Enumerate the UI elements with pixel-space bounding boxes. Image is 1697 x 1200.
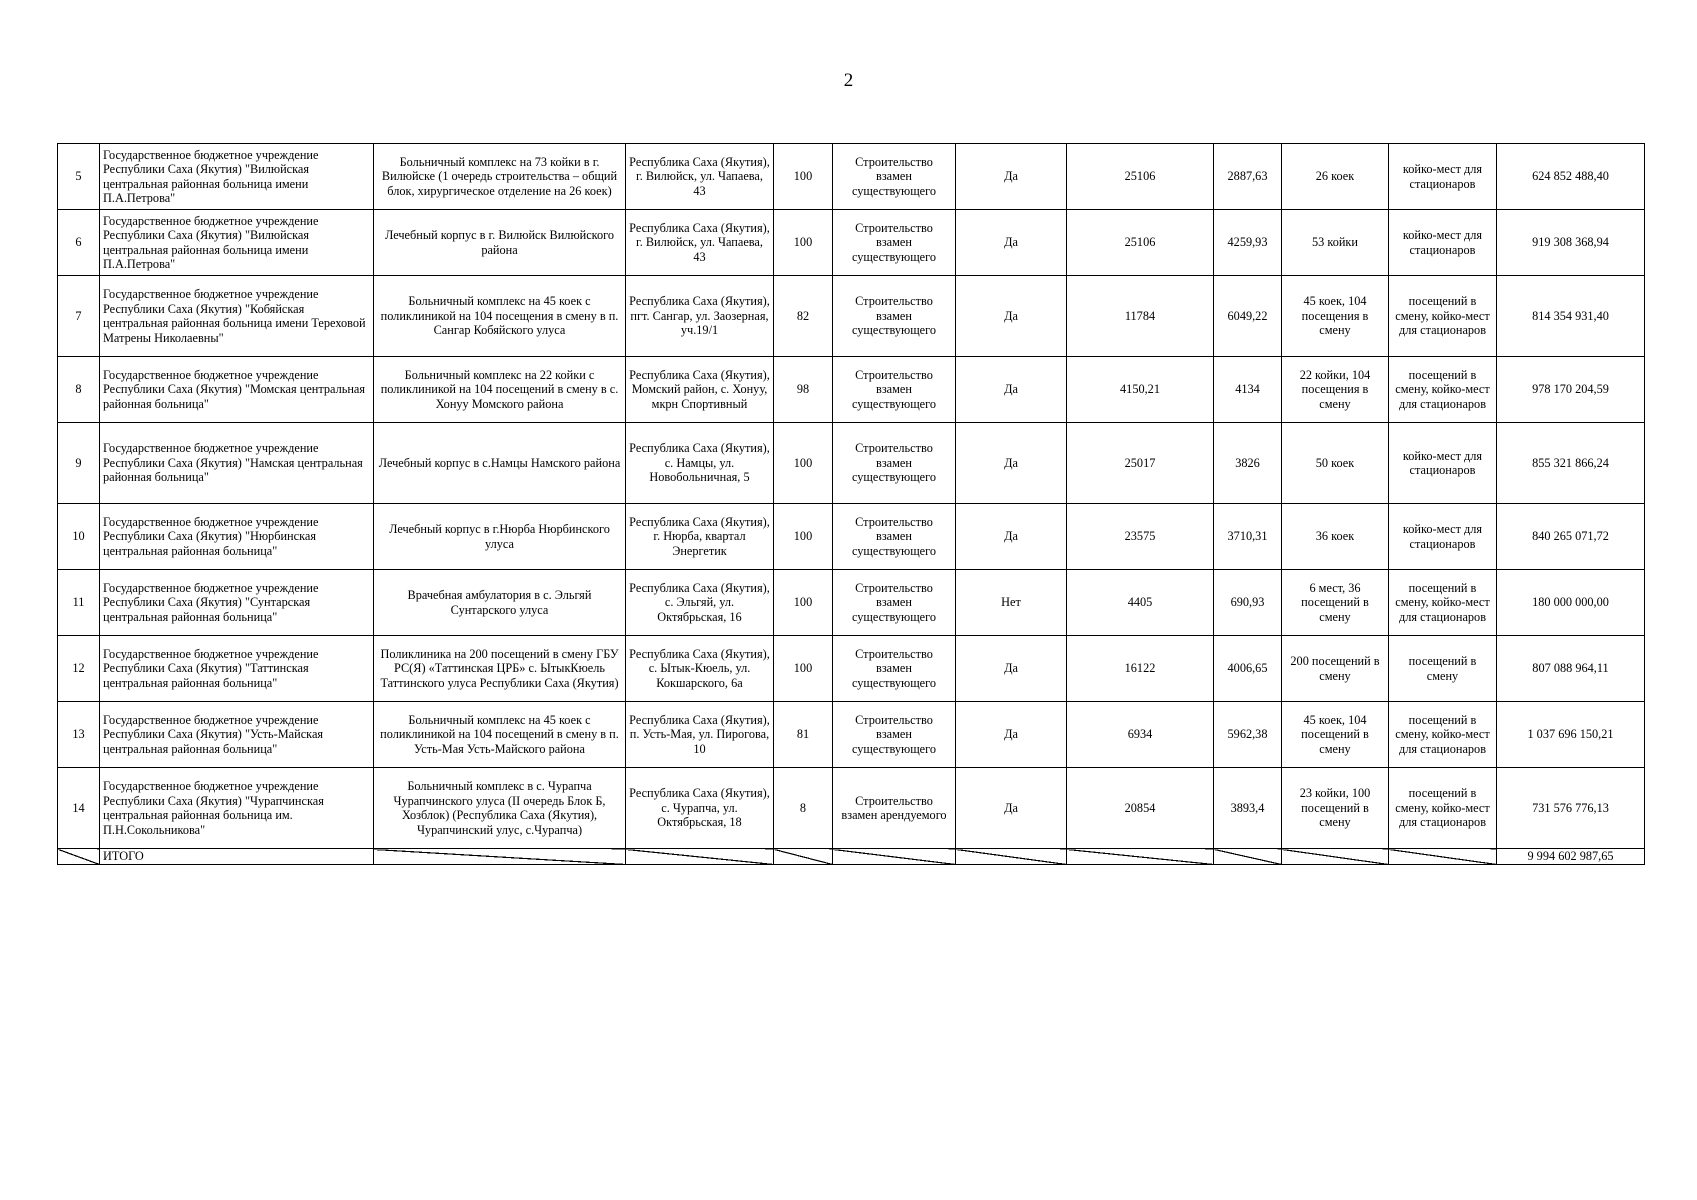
total-row: [58, 849, 1645, 865]
total-empty-cell: [626, 849, 774, 865]
cost-cell: 814 354 931,40: [1497, 276, 1645, 357]
object-name: Лечебный корпус в г. Вилюйск Вилюйского района: [374, 210, 626, 276]
object-name: Лечебный корпус в г.Нюрба Нюрбинского улуса: [374, 504, 626, 570]
facilities-table: [57, 143, 1645, 865]
area-cell: 6049,22: [1214, 276, 1282, 357]
table-row: [58, 504, 1645, 570]
cost-cell: 624 852 488,40: [1497, 144, 1645, 210]
object-address: Республика Саха (Якутия), с. Намцы, ул. Новобольничная, 5: [626, 423, 774, 504]
row-number: 8: [58, 357, 100, 423]
value-cell: 25017: [1067, 423, 1214, 504]
area-cell: 3710,31: [1214, 504, 1282, 570]
object-address: Республика Саха (Якутия), г. Вилюйск, ул. Чапаева, 43: [626, 144, 774, 210]
object-name: Больничный комплекс на 45 коек с поликлиникой на 104 посещений в смену в п. Усть-Мая Усть-Майского района: [374, 702, 626, 768]
capacity-cell: 23 койки, 100 посещений в смену: [1282, 768, 1389, 849]
cost-cell: 1 037 696 150,21: [1497, 702, 1645, 768]
value-cell: 4405: [1067, 570, 1214, 636]
total-empty-cell: [774, 849, 833, 865]
institution-name: Государственное бюджетное учреждение Республики Саха (Якутия) "Вилюйская центральная районная больница имени П.А.Петрова": [100, 210, 374, 276]
cost-cell: 978 170 204,59: [1497, 357, 1645, 423]
flag-yes-no: Да: [956, 210, 1067, 276]
institution-name: Государственное бюджетное учреждение Республики Саха (Якутия) "Момская центральная районная больница": [100, 357, 374, 423]
area-cell: 2887,63: [1214, 144, 1282, 210]
capacity-cell: 45 коек, 104 посещения в смену: [1282, 276, 1389, 357]
value-cell: 6934: [1067, 702, 1214, 768]
capacity-cell: 26 коек: [1282, 144, 1389, 210]
capacity-cell: 22 койки, 104 посещения в смену: [1282, 357, 1389, 423]
capacity-unit: посещений в смену: [1389, 636, 1497, 702]
capacity-unit: койко-мест для стационаров: [1389, 423, 1497, 504]
area-cell: 3826: [1214, 423, 1282, 504]
flag-yes-no: Да: [956, 357, 1067, 423]
capacity-cell: 6 мест, 36 посещений в смену: [1282, 570, 1389, 636]
row-number: 11: [58, 570, 100, 636]
object-address: Республика Саха (Якутия), с. Ытык-Кюель, ул. Кокшарского, 6а: [626, 636, 774, 702]
table-row: [58, 144, 1645, 210]
work-type: Строительство взамен существующего: [833, 636, 956, 702]
value-cell: 25106: [1067, 210, 1214, 276]
object-name: Больничный комплекс на 73 койки в г. Вилюйске (1 очередь строительства – общий блок, хирургическое отделение на 26 коек): [374, 144, 626, 210]
total-empty-cell: [1389, 849, 1497, 865]
work-type: Строительство взамен существующего: [833, 570, 956, 636]
capacity-unit: посещений в смену, койко-мест для стационаров: [1389, 768, 1497, 849]
capacity-cell: 53 койки: [1282, 210, 1389, 276]
readiness-percent: 100: [774, 144, 833, 210]
capacity-unit: койко-мест для стационаров: [1389, 210, 1497, 276]
row-number: 13: [58, 702, 100, 768]
capacity-unit: посещений в смену, койко-мест для стационаров: [1389, 702, 1497, 768]
area-cell: 5962,38: [1214, 702, 1282, 768]
table-row: [58, 210, 1645, 276]
total-label: ИТОГО: [100, 849, 374, 865]
institution-name: Государственное бюджетное учреждение Республики Саха (Якутия) "Вилюйская центральная районная больница имени П.А.Петрова": [100, 144, 374, 210]
institution-name: Государственное бюджетное учреждение Республики Саха (Якутия) "Нюрбинская центральная районная больница": [100, 504, 374, 570]
value-cell: 20854: [1067, 768, 1214, 849]
value-cell: 4150,21: [1067, 357, 1214, 423]
flag-yes-no: Да: [956, 423, 1067, 504]
capacity-unit: койко-мест для стационаров: [1389, 504, 1497, 570]
flag-yes-no: Да: [956, 768, 1067, 849]
flag-yes-no: Да: [956, 702, 1067, 768]
work-type: Строительство взамен существующего: [833, 276, 956, 357]
work-type: Строительство взамен существующего: [833, 144, 956, 210]
institution-name: Государственное бюджетное учреждение Республики Саха (Якутия) "Таттинская центральная районная больница": [100, 636, 374, 702]
object-name: Больничный комплекс на 45 коек с поликлиникой на 104 посещения в смену в п. Сангар Кобяйского улуса: [374, 276, 626, 357]
work-type: Строительство взамен существующего: [833, 504, 956, 570]
row-number: 10: [58, 504, 100, 570]
capacity-cell: 36 коек: [1282, 504, 1389, 570]
area-cell: 4259,93: [1214, 210, 1282, 276]
area-cell: 4006,65: [1214, 636, 1282, 702]
work-type: Строительство взамен существующего: [833, 702, 956, 768]
flag-yes-no: Да: [956, 504, 1067, 570]
capacity-unit: койко-мест для стационаров: [1389, 144, 1497, 210]
capacity-cell: 200 посещений в смену: [1282, 636, 1389, 702]
row-number: 6: [58, 210, 100, 276]
cost-cell: 807 088 964,11: [1497, 636, 1645, 702]
object-name: Больничный комплекс в с. Чурапча Чурапчинского улуса (II очередь Блок Б, Хозблок) (Республика Саха (Якутия), Чурапчинский улус, с.Чурапча): [374, 768, 626, 849]
object-address: Республика Саха (Якутия), с. Чурапча, ул. Октябрьская, 18: [626, 768, 774, 849]
table-row: [58, 768, 1645, 849]
table-row: [58, 570, 1645, 636]
total-empty-cell: [1067, 849, 1214, 865]
readiness-percent: 100: [774, 636, 833, 702]
page-number: 2: [843, 70, 854, 91]
institution-name: Государственное бюджетное учреждение Республики Саха (Якутия) "Намская центральная районная больница": [100, 423, 374, 504]
row-number: 5: [58, 144, 100, 210]
work-type: Строительство взамен существующего: [833, 357, 956, 423]
area-cell: 3893,4: [1214, 768, 1282, 849]
flag-yes-no: Нет: [956, 570, 1067, 636]
readiness-percent: 100: [774, 423, 833, 504]
total-empty-cell: [58, 849, 100, 865]
work-type: Строительство взамен существующего: [833, 423, 956, 504]
row-number: 14: [58, 768, 100, 849]
object-address: Республика Саха (Якутия), с. Эльгяй, ул. Октябрьская, 16: [626, 570, 774, 636]
cost-cell: 919 308 368,94: [1497, 210, 1645, 276]
capacity-cell: 50 коек: [1282, 423, 1389, 504]
readiness-percent: 100: [774, 210, 833, 276]
institution-name: Государственное бюджетное учреждение Республики Саха (Якутия) "Кобяйская центральная районная больница имени Тереховой Матрены Николаевны": [100, 276, 374, 357]
institution-name: Государственное бюджетное учреждение Республики Саха (Якутия) "Усть-Майская центральная районная больница": [100, 702, 374, 768]
object-address: Республика Саха (Якутия), пгт. Сангар, ул. Заозерная, уч.19/1: [626, 276, 774, 357]
table-row: [58, 636, 1645, 702]
readiness-percent: 81: [774, 702, 833, 768]
area-cell: 690,93: [1214, 570, 1282, 636]
flag-yes-no: Да: [956, 276, 1067, 357]
table-row: [58, 357, 1645, 423]
value-cell: 23575: [1067, 504, 1214, 570]
table-row: [58, 423, 1645, 504]
capacity-cell: 45 коек, 104 посещений в смену: [1282, 702, 1389, 768]
flag-yes-no: Да: [956, 636, 1067, 702]
readiness-percent: 100: [774, 570, 833, 636]
total-empty-cell: [1214, 849, 1282, 865]
institution-name: Государственное бюджетное учреждение Республики Саха (Якутия) "Чурапчинская центральная районная больница им. П.Н.Сокольникова": [100, 768, 374, 849]
readiness-percent: 8: [774, 768, 833, 849]
flag-yes-no: Да: [956, 144, 1067, 210]
row-number: 9: [58, 423, 100, 504]
capacity-unit: посещений в смену, койко-мест для стационаров: [1389, 276, 1497, 357]
table-row: [58, 702, 1645, 768]
cost-cell: 731 576 776,13: [1497, 768, 1645, 849]
object-name: Больничный комплекс на 22 койки с поликлиникой на 104 посещений в смену в с. Хонуу Момского района: [374, 357, 626, 423]
capacity-unit: посещений в смену, койко-мест для стационаров: [1389, 357, 1497, 423]
readiness-percent: 98: [774, 357, 833, 423]
readiness-percent: 100: [774, 504, 833, 570]
object-name: Поликлиника на 200 посещений в смену ГБУ РС(Я) «Таттинская ЦРБ» с. ЫтыкКюель Таттинского улуса Республики Саха (Якутия): [374, 636, 626, 702]
value-cell: 25106: [1067, 144, 1214, 210]
value-cell: 11784: [1067, 276, 1214, 357]
total-empty-cell: [956, 849, 1067, 865]
table-row: [58, 276, 1645, 357]
work-type: Строительство взамен существующего: [833, 210, 956, 276]
object-address: Республика Саха (Якутия), п. Усть-Мая, ул. Пирогова, 10: [626, 702, 774, 768]
cost-cell: 855 321 866,24: [1497, 423, 1645, 504]
row-number: 7: [58, 276, 100, 357]
institution-name: Государственное бюджетное учреждение Республики Саха (Якутия) "Сунтарская центральная районная больница": [100, 570, 374, 636]
object-address: Республика Саха (Якутия), г. Нюрба, квартал Энергетик: [626, 504, 774, 570]
cost-cell: 180 000 000,00: [1497, 570, 1645, 636]
cost-cell: 840 265 071,72: [1497, 504, 1645, 570]
object-address: Республика Саха (Якутия), г. Вилюйск, ул. Чапаева, 43: [626, 210, 774, 276]
readiness-percent: 82: [774, 276, 833, 357]
object-address: Республика Саха (Якутия), Момский район, с. Хонуу, мкрн Спортивный: [626, 357, 774, 423]
row-number: 12: [58, 636, 100, 702]
area-cell: 4134: [1214, 357, 1282, 423]
value-cell: 16122: [1067, 636, 1214, 702]
object-name: Лечебный корпус в с.Намцы Намского района: [374, 423, 626, 504]
table-body: [58, 144, 1645, 849]
total-empty-cell: [833, 849, 956, 865]
work-type: Строительство взамен арендуемого: [833, 768, 956, 849]
total-cost: 9 994 602 987,65: [1497, 849, 1645, 865]
object-name: Врачебная амбулатория в с. Эльгяй Сунтарского улуса: [374, 570, 626, 636]
total-empty-cell: [1282, 849, 1389, 865]
total-empty-cell: [374, 849, 626, 865]
capacity-unit: посещений в смену, койко-мест для стационаров: [1389, 570, 1497, 636]
